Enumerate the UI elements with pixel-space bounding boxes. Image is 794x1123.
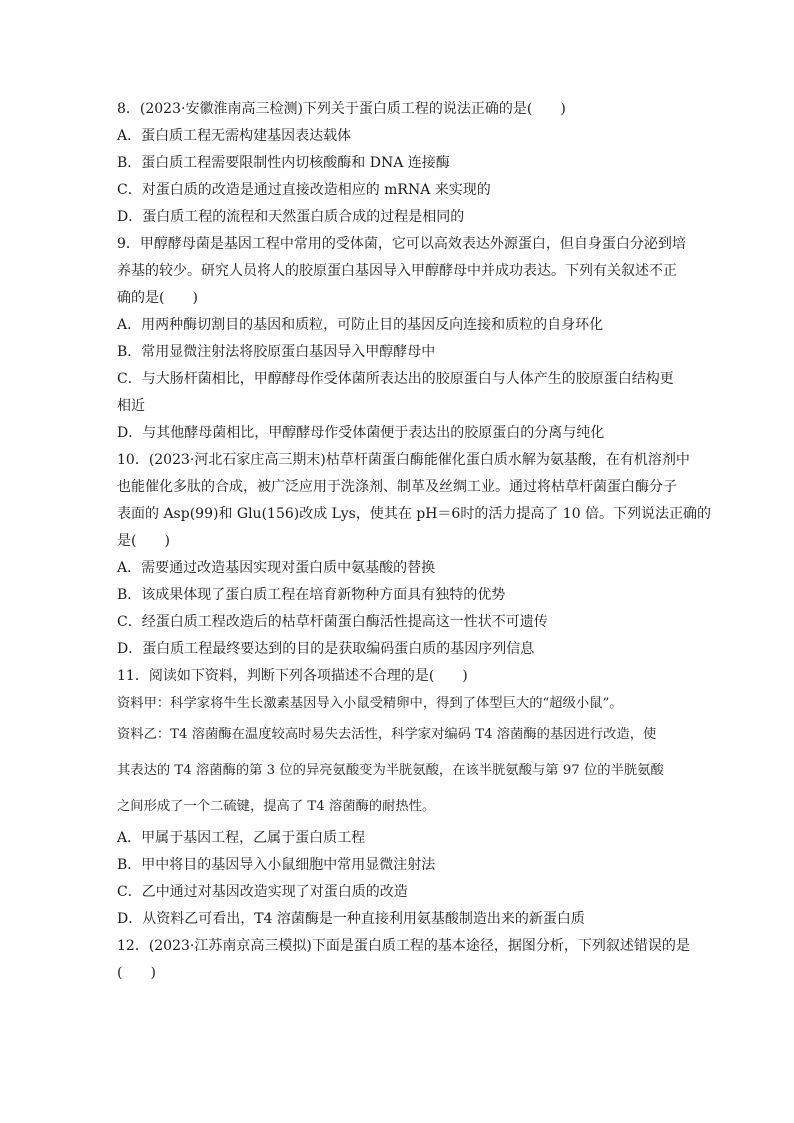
question-9-stem-line: 9．甲醇酵母菌是基因工程中常用的受体菌，它可以高效表达外源蛋白，但自身蛋白分泌到培 [117,236,686,252]
question-9-option-c-cont: 相近 [117,398,145,414]
question-10-stem-line: 表面的 Asp(99)和 Glu(156)改成 Lys，使其在 pH＝6时的活力提高了 10 倍。下列说法正确的 [117,506,712,522]
question-8-option-b: B．蛋白质工程需要限制性内切核酸酶和 DNA 连接酶 [117,155,450,171]
question-10 [117,447,712,663]
question-8-stem: 8．(2023·安徽淮南高三检测)下列关于蛋白质工程的说法正确的是( ) [117,101,566,117]
question-10-option-d: D．蛋白质工程最终要达到的目的是获取编码蛋白质的基因序列信息 [117,641,535,657]
question-12-stem-line: ( ) [117,965,156,981]
question-12 [117,933,690,987]
question-9 [117,231,686,447]
document-page [117,96,712,987]
question-9-stem-line: 养基的较少。研究人员将人的胶原蛋白基因导入甲醇酵母中并成功表达。下列有关叙述不正 [117,263,677,279]
question-11-stem: 11．阅读如下资料，判断下列各项描述不合理的是( ) [117,668,468,684]
question-9-option-d: D．与其他酵母菌相比，甲醇酵母作受体菌便于表达出的胶原蛋白的分离与纯化 [117,425,605,441]
question-11-option-b: B．甲中将目的基因导入小鼠细胞中常用显微注射法 [117,857,436,873]
question-11-option-d: D．从资料乙可看出，T4 溶菌酶是一种直接利用氨基酸制造出来的新蛋白质 [117,911,585,927]
question-9-stem-line: 确的是( ) [117,290,198,306]
question-8-option-d: D．蛋白质工程的流程和天然蛋白质合成的过程是相同的 [117,209,465,225]
material-b-line: 其表达的 T4 溶菌酶的第 3 位的异亮氨酸变为半胱氨酸，在该半胱氨酸与第 97 位的半胱氨酸 [117,763,664,778]
question-11 [117,663,682,933]
question-11-option-c: C．乙中通过对基因改造实现了对蛋白质的改造 [117,884,408,900]
question-10-option-b: B．该成果体现了蛋白质工程在培育新物种方面具有独特的优势 [117,587,506,603]
material-a: 资料甲：科学家将牛生长激素基因导入小鼠受精卵中，得到了体型巨大的“超级小鼠”。 [117,696,623,711]
material-b-line: 之间形成了一个二硫键，提高了 T4 溶菌酶的耐热性。 [117,799,436,814]
question-9-option-c: C．与大肠杆菌相比，甲醇酵母作受体菌所表达出的胶原蛋白与人体产生的胶原蛋白结构更 [117,371,674,387]
question-8-option-a: A．蛋白质工程无需构建基因表达载体 [117,128,352,144]
question-9-option-a: A．用两种酶切割目的基因和质粒，可防止目的基因反向连接和质粒的自身环化 [117,317,604,333]
material-b-line: 资料乙：T4 溶菌酶在温度较高时易失去活性，科学家对编码 T4 溶菌酶的基因进行改造，使 [117,727,657,742]
question-12-stem-line: 12．(2023·江苏南京高三模拟)下面是蛋白质工程的基本途径，据图分析，下列叙述错误的是 [117,938,690,954]
question-8-option-c: C．对蛋白质的改造是通过直接改造相应的 mRNA 来实现的 [117,182,491,198]
question-11-option-a: A．甲属于基因工程，乙属于蛋白质工程 [117,830,366,846]
question-8 [117,96,682,231]
question-10-stem-line: 是( ) [117,533,170,549]
question-10-stem-line: 也能催化多肽的合成，被广泛应用于洗涤剂、制革及丝绸工业。通过将枯草杆菌蛋白酶分子 [117,479,677,495]
question-10-option-c: C．经蛋白质工程改造后的枯草杆菌蛋白酶活性提高这一性状不可遗传 [117,614,548,630]
question-10-option-a: A．需要通过改造基因实现对蛋白质中氨基酸的替换 [117,560,436,576]
question-9-option-b: B．常用显微注射法将胶原蛋白基因导入甲醇酵母中 [117,344,436,360]
question-10-stem-line: 10．(2023·河北石家庄高三期末)枯草杆菌蛋白酶能催化蛋白质水解为氨基酸，在有机溶剂中 [117,452,690,468]
